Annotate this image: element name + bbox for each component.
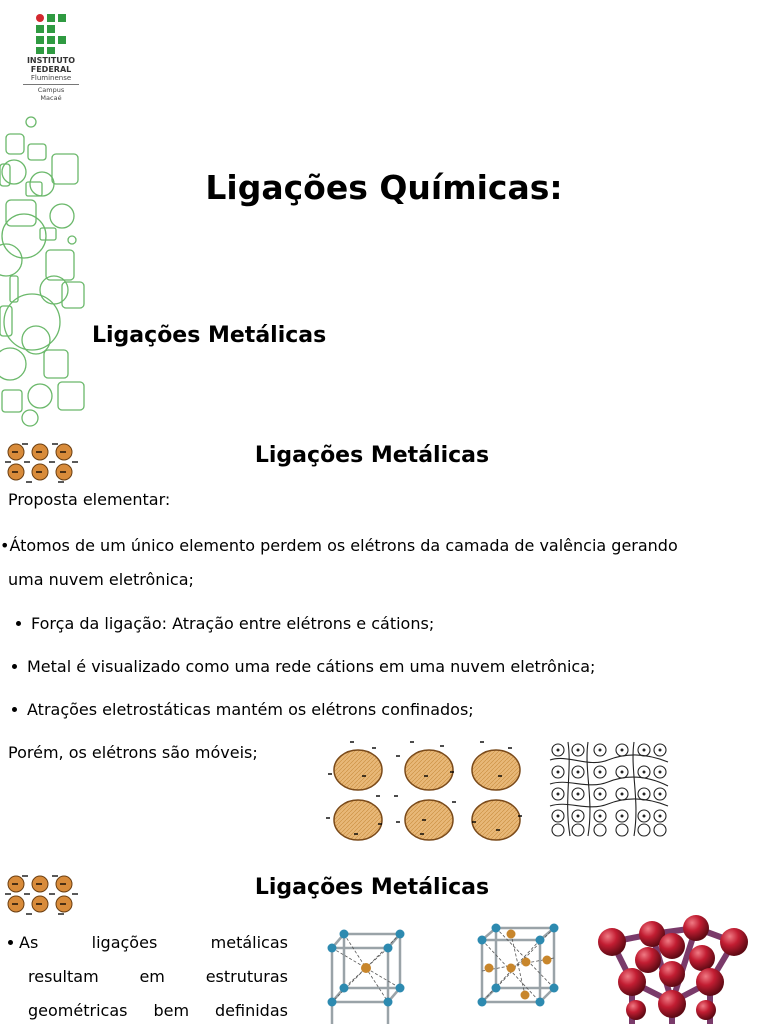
decorative-pattern-icon (0, 112, 100, 432)
structures-line: resultam em estruturas (28, 967, 288, 986)
slide-title: Ligações Químicas: (205, 168, 563, 207)
institute-logo (18, 14, 84, 102)
logo-sub: Fluminense (30, 74, 72, 82)
structures-line: geométricas bem definidas (28, 1001, 288, 1020)
bullet-item: Atrações eletrostáticas mantém os elétrons confinados; (12, 700, 474, 720)
bcc-unit-cell-icon (326, 922, 410, 1024)
section-heading-2: Ligações Metálicas (254, 443, 490, 468)
section-heading-3: Ligações Metálicas (254, 875, 490, 900)
point-line-2: uma nuvem eletrônica; (8, 570, 194, 589)
sphere-packing-icon (592, 912, 752, 1024)
structures-line: As ligações metálicas (8, 926, 288, 960)
electron-sea-icon (322, 736, 528, 842)
slide-subtitle: Ligações Metálicas (92, 323, 327, 348)
logo-campus-1: Campus (37, 86, 65, 94)
structures-text (8, 926, 288, 1028)
bullet-item: Força da ligação: Atração entre elétrons e cátions; (16, 614, 434, 634)
logo-name-1: INSTITUTO (26, 56, 76, 65)
logo-campus-2: Macaé (40, 93, 62, 102)
point-line-1: •Átomos de um único elemento perdem os elétrons da camada de valência gerando (0, 536, 678, 555)
bullet-item: Metal é visualizado como uma rede cátions em uma nuvem eletrônica; (12, 657, 595, 677)
logo-name-2: FEDERAL (30, 65, 72, 74)
fcc-unit-cell-icon (476, 918, 564, 1024)
logo-mark-icon (36, 14, 66, 54)
logo-divider (23, 84, 79, 85)
mobile-electrons-text: Porém, os elétrons são móveis; (8, 743, 258, 762)
cation-lattice-icon (548, 740, 670, 838)
intro-text: Proposta elementar: (8, 490, 171, 509)
